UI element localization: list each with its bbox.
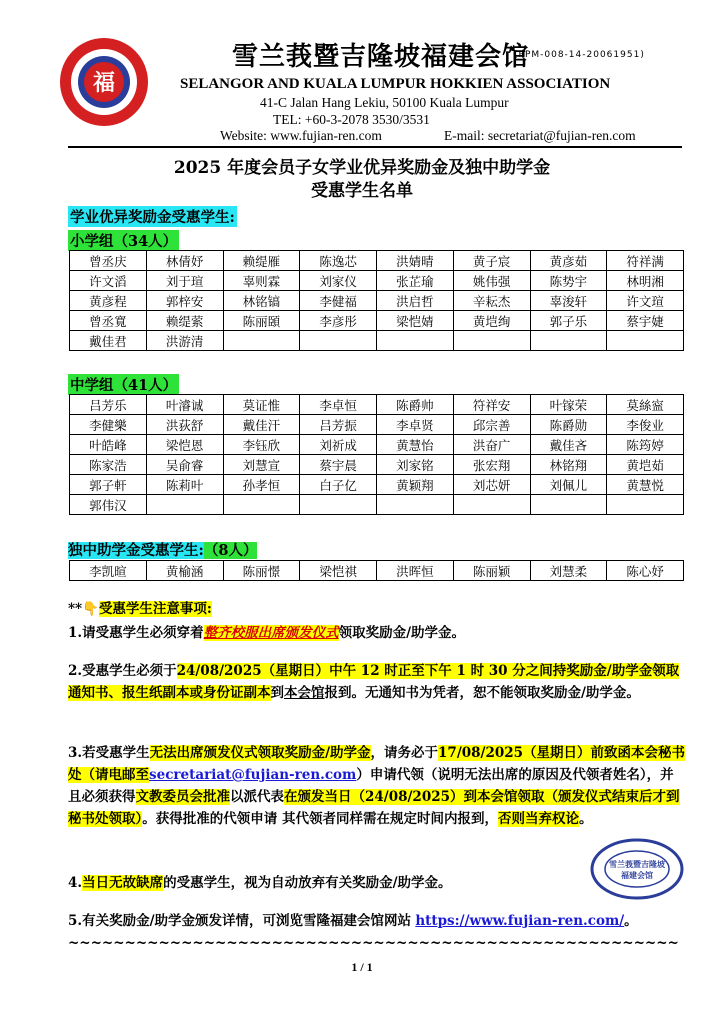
name-cell: 李彦彤 [300, 311, 377, 331]
notes-heading-text: 受惠学生注意事项: [98, 601, 212, 617]
table-row [70, 291, 684, 311]
name-cell: 李健樂 [70, 415, 147, 435]
name-cell: 洪晖恒 [377, 561, 454, 581]
name-cell: 莫絲寍 [607, 395, 684, 415]
name-cell: 洪游清 [146, 331, 223, 351]
name-cell: 符祥安 [453, 395, 530, 415]
name-cell: 梁恺恩 [146, 435, 223, 455]
name-cell: 叶濬诚 [146, 395, 223, 415]
name-cell: 许文瑄 [607, 291, 684, 311]
name-cell: 陈莉叶 [146, 475, 223, 495]
name-cell: 陈丽憬 [223, 561, 300, 581]
name-cell: 陈筠婷 [607, 435, 684, 455]
name-cell: 张宏翔 [453, 455, 530, 475]
note-3-text-h: 以派代表 [230, 789, 284, 805]
name-cell: 孙孝恒 [223, 475, 300, 495]
document-title: 2025 年度会员子女学业优异奖励金及独中助学金 [173, 158, 551, 178]
name-cell [453, 495, 530, 515]
table-row [70, 271, 684, 291]
name-cell: 林铭镐 [223, 291, 300, 311]
name-cell: 洪奋广 [453, 435, 530, 455]
bursary-name-table [69, 560, 684, 581]
table-row [70, 435, 684, 455]
name-cell: 黄慧怡 [377, 435, 454, 455]
name-cell: 梁恺祺 [300, 561, 377, 581]
name-cell: 曾丞庆 [70, 251, 147, 271]
table-row [70, 395, 684, 415]
note-3-approval: 文教委员会批准 [135, 789, 230, 805]
document-subtitle: 受惠学生名单 [311, 181, 413, 201]
note-2-venue: 本会馆 [284, 685, 325, 701]
table-row [70, 415, 684, 435]
name-cell: 陈势宇 [530, 271, 607, 291]
name-cell: 辛耘杰 [453, 291, 530, 311]
note-2-text-a: 2.受惠学生必须于 [68, 663, 177, 679]
name-cell: 李卓恒 [300, 395, 377, 415]
name-cell: 林铭翔 [530, 455, 607, 475]
name-cell: 黄彦程 [70, 291, 147, 311]
name-cell: 戴佳吝 [530, 435, 607, 455]
name-cell [453, 331, 530, 351]
association-logo [58, 36, 150, 128]
name-cell: 黄子宸 [453, 251, 530, 271]
bursary-heading-row [68, 539, 257, 560]
name-cell: 陈家浩 [70, 455, 147, 475]
notes-heading-prefix: ** [68, 601, 83, 617]
bursary-heading: 独中助学金受惠学生: [68, 542, 204, 559]
note-4-emphasis: 当日无故缺席 [82, 875, 164, 891]
note-1 [68, 622, 686, 644]
name-cell: 洪启哲 [377, 291, 454, 311]
name-cell [300, 495, 377, 515]
note-1-text-c: 领取奖励金/助学金。 [338, 625, 466, 641]
website-link[interactable]: https://www.fujian-ren.com/ [415, 913, 625, 929]
name-cell [607, 331, 684, 351]
name-cell: 陈心妤 [607, 561, 684, 581]
name-cell: 赖缇萦 [146, 311, 223, 331]
name-cell: 许文滔 [70, 271, 147, 291]
note-2-emphasis: 24/08/2025（星期日）中午 12 时正至下午 1 时 30 分之间持奖励金/助学金领取通知书、报生纸副本或身份证副本 [68, 663, 680, 701]
registration-code: (PPM-008-14-20061951) [514, 50, 645, 60]
note-3-forfeit: 否则当弃权论 [497, 811, 579, 827]
name-cell: 蔡宇婕 [607, 311, 684, 331]
note-5-text-c: 。~~~~~~~~~~~~~~~~~~~~~~~~~~~~~~~~~~~~~~~~~~~~~~~~~~~~~~ [68, 913, 679, 951]
name-cell: 邱宗善 [453, 415, 530, 435]
notes-heading [68, 598, 686, 620]
name-cell: 莫证惟 [223, 395, 300, 415]
note-1-emphasis: 整齐校服出席颁发仪式 [203, 625, 339, 641]
name-cell: 刘于瑄 [146, 271, 223, 291]
name-cell: 黄慧悦 [607, 475, 684, 495]
table-row [70, 331, 684, 351]
note-2-text-c: 到 [270, 685, 284, 701]
logo-glyph: 福 [92, 71, 116, 96]
name-cell: 吴俞睿 [146, 455, 223, 475]
name-cell: 吕芳振 [300, 415, 377, 435]
name-cell: 陈爵勋 [530, 415, 607, 435]
name-cell [146, 495, 223, 515]
note-2-text-e: 报到。无通知书为凭者，恕不能领取奖励金/助学金。 [324, 685, 640, 701]
name-cell [530, 495, 607, 515]
name-cell: 张芷瑜 [377, 271, 454, 291]
name-cell: 戴佳君 [70, 331, 147, 351]
name-cell [377, 495, 454, 515]
primary-name-table [69, 250, 684, 351]
name-cell: 林明湘 [607, 271, 684, 291]
name-cell: 陈丽頣 [223, 311, 300, 331]
name-cell [530, 331, 607, 351]
name-cell: 辜则霖 [223, 271, 300, 291]
table-row [70, 475, 684, 495]
name-cell: 李钰欣 [223, 435, 300, 455]
name-cell: 叶镓荣 [530, 395, 607, 415]
name-cell: 郭子乐 [530, 311, 607, 331]
table-row [70, 561, 684, 581]
secretariat-email-link[interactable]: secretariat@fujian-ren.com [149, 767, 357, 783]
note-3-emphasis-1: 无法出席颁发仪式领取奖励金/助学金 [149, 745, 371, 761]
association-name-cn: 雪兰莪暨吉隆坡福建会馆 [232, 42, 530, 72]
name-cell: 刘慧柔 [530, 561, 607, 581]
pointing-hand-icon: 👇 [82, 601, 99, 617]
primary-group-heading: 小学组（34人） [68, 230, 179, 251]
note-4 [68, 872, 578, 894]
name-cell: 黄垲茹 [607, 455, 684, 475]
name-cell [300, 331, 377, 351]
note-3-text-f: ）申请代领（说明无法出席的原因及代领者姓名），并且必须获得 [68, 767, 674, 805]
bursary-count: （8人） [203, 542, 258, 559]
note-3-text-a: 3.若受惠学生 [68, 745, 150, 761]
name-cell: 梁恺婧 [377, 311, 454, 331]
name-cell: 陈爵帅 [377, 395, 454, 415]
note-3 [68, 742, 686, 830]
page-number: 1 / 1 [351, 960, 373, 974]
note-1-text-a: 1.请受惠学生必须穿着 [68, 625, 204, 641]
name-cell: 辜浚轩 [530, 291, 607, 311]
name-cell: 曾丞寬 [70, 311, 147, 331]
name-cell: 黄榆涵 [146, 561, 223, 581]
name-cell [223, 495, 300, 515]
secondary-name-table [69, 394, 684, 515]
name-cell: 林倩妤 [146, 251, 223, 271]
name-cell: 郭子軒 [70, 475, 147, 495]
name-cell: 李凯暄 [70, 561, 147, 581]
name-cell: 洪婧晴 [377, 251, 454, 271]
name-cell: 李健福 [300, 291, 377, 311]
note-3-text-l: 。 [578, 811, 593, 827]
note-5 [68, 910, 686, 954]
header-divider [68, 146, 682, 148]
website: Website: www.fujian-ren.com [220, 128, 382, 143]
name-cell: 刘祈成 [300, 435, 377, 455]
name-cell: 戴佳汗 [223, 415, 300, 435]
email: E-mail: secretariat@fujian-ren.com [444, 128, 636, 143]
stamp-text-1: 雪兰莪暨吉隆坡 [609, 860, 665, 869]
address: 41-C Jalan Hang Lekiu, 50100 Kuala Lumpur [260, 95, 509, 110]
note-5-text-a: 5.有关奖励金/助学金颁发详情，可浏览雪隆福建会馆网站 [68, 913, 412, 929]
name-cell: 黄垲绚 [453, 311, 530, 331]
note-3-collection: 在颁发当日（24/08/2025）到本会馆领取（颁发仪式结束后才到秘书处领取） [68, 789, 680, 827]
name-cell: 吕芳乐 [70, 395, 147, 415]
note-3-deadline: 17/08/2025（星期日）前致函本会秘书处（请电邮至 [68, 745, 686, 783]
name-cell: 刘佩儿 [530, 475, 607, 495]
name-cell: 刘慧宣 [223, 455, 300, 475]
name-cell [607, 495, 684, 515]
name-cell: 刘家仪 [300, 271, 377, 291]
telephone: TEL: +60-3-2078 3530/3531 [273, 112, 430, 127]
name-cell: 刘芯妍 [453, 475, 530, 495]
table-row [70, 495, 684, 515]
association-name-en: SELANGOR AND KUALA LUMPUR HOKKIEN ASSOCIATION [180, 76, 611, 92]
name-cell: 符祥满 [607, 251, 684, 271]
note-4-text-a: 4. [68, 875, 83, 891]
name-cell: 叶皓峰 [70, 435, 147, 455]
association-stamp [590, 838, 684, 900]
note-3-text-c: ，请务必于 [370, 745, 439, 761]
secondary-group-heading: 中学组（41人） [68, 374, 179, 395]
name-cell: 李卓贤 [377, 415, 454, 435]
name-cell: 黄彦茹 [530, 251, 607, 271]
name-cell: 李俊业 [607, 415, 684, 435]
name-cell: 刘家铭 [377, 455, 454, 475]
note-2 [68, 660, 686, 704]
academic-award-heading: 学业优异奖励金受惠学生: [68, 206, 237, 227]
table-row [70, 311, 684, 331]
name-cell: 陈逸芯 [300, 251, 377, 271]
name-cell: 黄颖翔 [377, 475, 454, 495]
stamp-text-2: 福建会馆 [621, 871, 653, 880]
note-3-text-j: 。获得批准的代领申请 其代领者同样需在规定时间内报到， [142, 811, 498, 827]
name-cell: 陈丽颖 [453, 561, 530, 581]
name-cell: 白子亿 [300, 475, 377, 495]
name-cell: 蔡宇晨 [300, 455, 377, 475]
note-4-text-c: 的受惠学生，视为自动放弃有关奖励金/助学金。 [163, 875, 452, 891]
name-cell [223, 331, 300, 351]
name-cell: 郭伟汉 [70, 495, 147, 515]
name-cell: 洪荻舒 [146, 415, 223, 435]
table-row [70, 251, 684, 271]
name-cell [377, 331, 454, 351]
name-cell: 郭梓安 [146, 291, 223, 311]
name-cell: 姚伟强 [453, 271, 530, 291]
table-row [70, 455, 684, 475]
name-cell: 赖缇雁 [223, 251, 300, 271]
